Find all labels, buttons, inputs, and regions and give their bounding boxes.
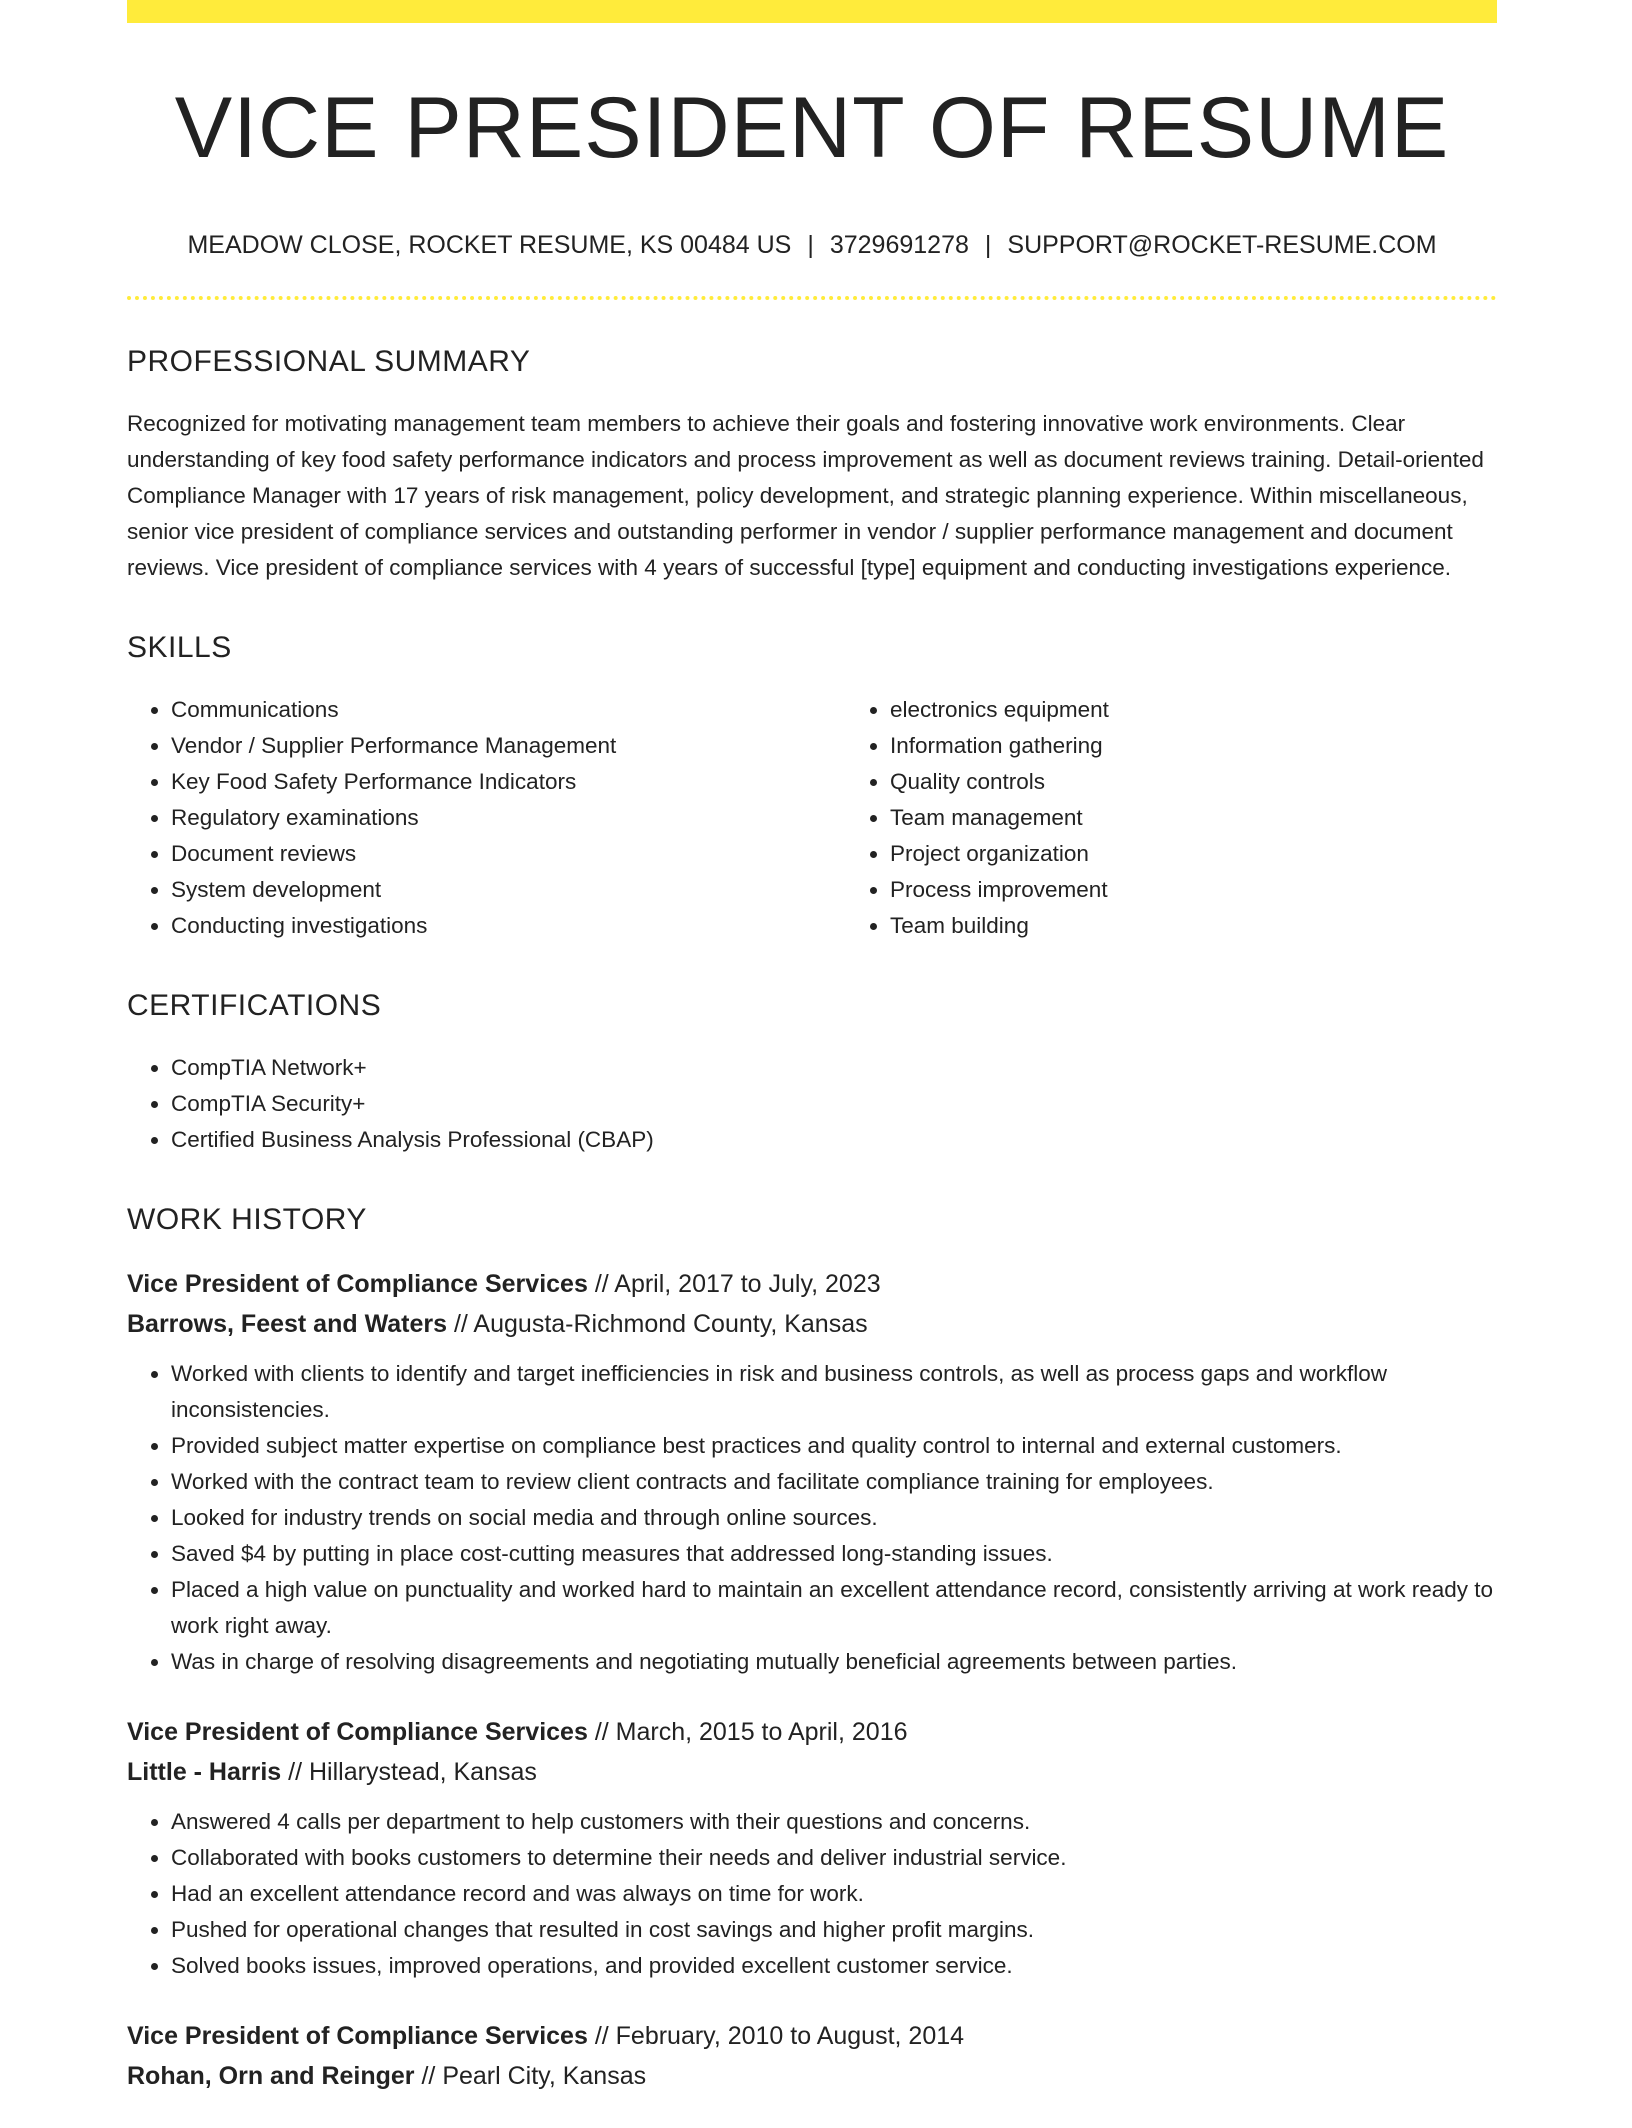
skill-item: • Vendor / Supplier Performance Management [171,728,846,764]
contact-line [127,230,1497,260]
work-history-section [127,1202,1497,2096]
job-title-line [127,2016,1497,2056]
work-history-heading: WORK HISTORY [127,1202,367,1236]
job-bullet: • Provided subject matter expertise on compliance best practices and quality control to internal and external customers. [171,1428,1497,1464]
skill-item: • electronics equipment [890,692,1565,728]
job-bullet: • Collaborated with books customers to determine their needs and deliver industrial service. [171,1840,1497,1876]
skill-item: • Information gathering [890,728,1565,764]
skills-section [127,630,1497,944]
job-bullets [127,1356,1497,1680]
job-title: Vice President of Compliance Services [127,1717,588,1746]
job-dates: // February, 2010 to August, 2014 [594,2021,965,2050]
dotted-divider [127,296,1497,300]
job-bullet: • Looked for industry trends on social media and through online sources. [171,1500,1497,1536]
job-dates: // March, 2015 to April, 2016 [594,1717,908,1746]
skill-item: • Team building [890,908,1565,944]
certifications-list [127,1050,1497,1158]
skills-heading: SKILLS [127,630,232,664]
certification-item: • Certified Business Analysis Professional (CBAP) [171,1122,1497,1158]
summary-section [127,344,1497,586]
skill-item: • Quality controls [890,764,1565,800]
summary-heading: PROFESSIONAL SUMMARY [127,344,531,378]
skill-item: • Process improvement [890,872,1565,908]
skill-item: • Regulatory examinations [171,800,846,836]
job-title-line [127,1264,1497,1304]
contact-phone: 3729691278 [829,230,969,259]
job-company: Rohan, Orn and Reinger [127,2061,415,2090]
job-location: // Pearl City, Kansas [421,2061,647,2090]
job-bullet: • Solved books issues, improved operations, and provided excellent customer service. [171,1948,1497,1984]
certifications-section [127,988,1497,1158]
certification-item: • CompTIA Security+ [171,1086,1497,1122]
skill-item: • Communications [171,692,846,728]
skill-item: • Team management [890,800,1565,836]
job-title: Vice President of Compliance Services [127,2021,588,2050]
resume-name: VICE PRESIDENT OF RESUME [174,80,1450,176]
job-bullet: • Answered 4 calls per department to help customers with their questions and concerns. [171,1804,1497,1840]
skill-item: • Project organization [890,836,1565,872]
contact-address: MEADOW CLOSE, ROCKET RESUME, KS 00484 US [187,230,792,259]
skill-item: • Key Food Safety Performance Indicators [171,764,846,800]
job-company-line [127,1304,1497,1344]
job-dates: // April, 2017 to July, 2023 [594,1269,881,1298]
job-title: Vice President of Compliance Services [127,1269,588,1298]
job-company: Barrows, Feest and Waters [127,1309,448,1338]
contact-separator: | [984,230,992,259]
job-bullet: • Had an excellent attendance record and was always on time for work. [171,1876,1497,1912]
resume-page [127,0,1497,2128]
contact-separator: | [807,230,814,259]
job-entry [127,2016,1497,2096]
skills-columns [127,692,1497,944]
job-entry [127,1712,1497,1984]
job-bullets [127,1804,1497,1984]
skill-item: • Conducting investigations [171,908,846,944]
job-company: Little - Harris [127,1757,282,1786]
job-company-line [127,2056,1497,2096]
job-bullet: • Placed a high value on punctuality and worked hard to maintain an excellent attendance record, consistently arriving at work ready to work right away. [171,1572,1497,1644]
job-bullet: • Saved $4 by putting in place cost-cutting measures that addressed long-standing issues. [171,1536,1497,1572]
skill-item: • System development [171,872,846,908]
accent-bar [127,0,1497,23]
certification-item: • CompTIA Network+ [171,1050,1497,1086]
job-entry [127,1264,1497,1680]
job-location: // Augusta-Richmond County, Kansas [453,1309,868,1338]
certifications-heading: CERTIFICATIONS [127,988,382,1022]
summary-text: Recognized for motivating management team members to achieve their goals and fostering innovative work environments. Clear understanding of key food safety performance indicators and process improvement as well as document reviews training. Detail-oriented Compliance Manager with 17 years of risk management, policy development, and strategic planning experience. Within miscellaneous, senior vice president of compliance services and outstanding performer in vendor / supplier performance management and document reviews. Vice president of compliance services with 4 years of successful [type] equipment and conducting investigations experience. [127,410,1484,580]
skills-right-list [846,692,1565,944]
job-bullet: • Pushed for operational changes that resulted in cost savings and higher profit margins. [171,1912,1497,1948]
job-bullet: • Worked with clients to identify and target inefficiencies in risk and business controls, as well as process gaps and workflow inconsistencies. [171,1356,1497,1428]
job-company-line [127,1752,1497,1792]
job-location: // Hillarystead, Kansas [288,1757,537,1786]
job-bullet: • Worked with the contract team to review client contracts and facilitate compliance training for employees. [171,1464,1497,1500]
contact-email: SUPPORT@ROCKET-RESUME.COM [1007,230,1437,259]
job-bullet: • Was in charge of resolving disagreements and negotiating mutually beneficial agreements between parties. [171,1644,1497,1680]
skills-left-list [127,692,846,944]
skill-item: • Document reviews [171,836,846,872]
job-title-line [127,1712,1497,1752]
